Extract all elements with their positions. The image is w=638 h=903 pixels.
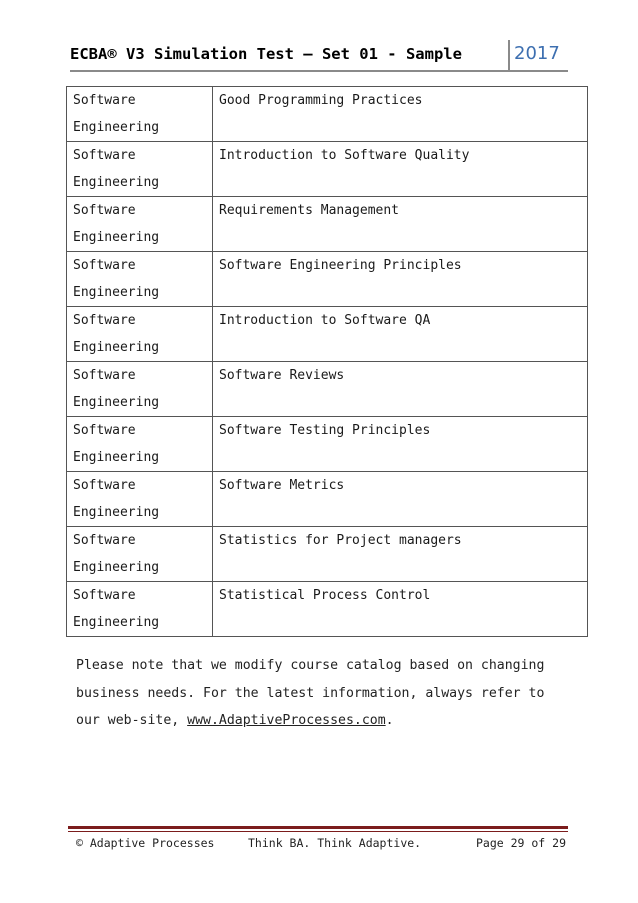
note-text: Please note that we modify course catalog based on changing business needs. For the latest information, always refer to our web-site, (76, 658, 545, 728)
table-row (67, 417, 588, 472)
footer-rule-thin (68, 831, 568, 832)
course-cell: Introduction to Software Quality (213, 142, 588, 197)
table-row (67, 252, 588, 307)
footer-page-number: Page 29 of 29 (476, 836, 567, 850)
course-cell: Software Engineering Principles (213, 252, 588, 307)
category-cell: Software Engineering (67, 472, 213, 527)
catalog-note (76, 652, 566, 735)
document-title: ECBA® V3 Simulation Test – Set 01 - Sample (70, 45, 462, 63)
footer-rule (68, 826, 568, 829)
footer-tagline: Think BA. Think Adaptive. (248, 836, 422, 850)
table-row (67, 307, 588, 362)
category-cell: Software Engineering (67, 307, 213, 362)
table-row (67, 362, 588, 417)
category-cell: Software Engineering (67, 142, 213, 197)
table-row (67, 142, 588, 197)
course-cell: Software Testing Principles (213, 417, 588, 472)
document-year: 2017 (514, 43, 560, 64)
course-cell: Software Metrics (213, 472, 588, 527)
course-cell: Statistical Process Control (213, 582, 588, 637)
footer-copyright: © Adaptive Processes (76, 836, 215, 850)
table-row (67, 527, 588, 582)
category-cell: Software Engineering (67, 87, 213, 142)
note-end: . (385, 713, 394, 728)
course-catalog-table (66, 86, 588, 637)
table-row (67, 472, 588, 527)
category-cell: Software Engineering (67, 527, 213, 582)
page-header (70, 40, 568, 72)
course-cell: Software Reviews (213, 362, 588, 417)
category-cell: Software Engineering (67, 582, 213, 637)
category-cell: Software Engineering (67, 362, 213, 417)
category-cell: Software Engineering (67, 417, 213, 472)
table-row (67, 197, 588, 252)
header-rule (70, 70, 568, 72)
course-cell: Requirements Management (213, 197, 588, 252)
table-row (67, 87, 588, 142)
header-divider (508, 40, 510, 72)
course-cell: Statistics for Project managers (213, 527, 588, 582)
category-cell: Software Engineering (67, 252, 213, 307)
category-cell: Software Engineering (67, 197, 213, 252)
website-link[interactable]: www.AdaptiveProcesses.com (187, 713, 386, 728)
course-cell: Good Programming Practices (213, 87, 588, 142)
course-cell: Introduction to Software QA (213, 307, 588, 362)
table-row (67, 582, 588, 637)
